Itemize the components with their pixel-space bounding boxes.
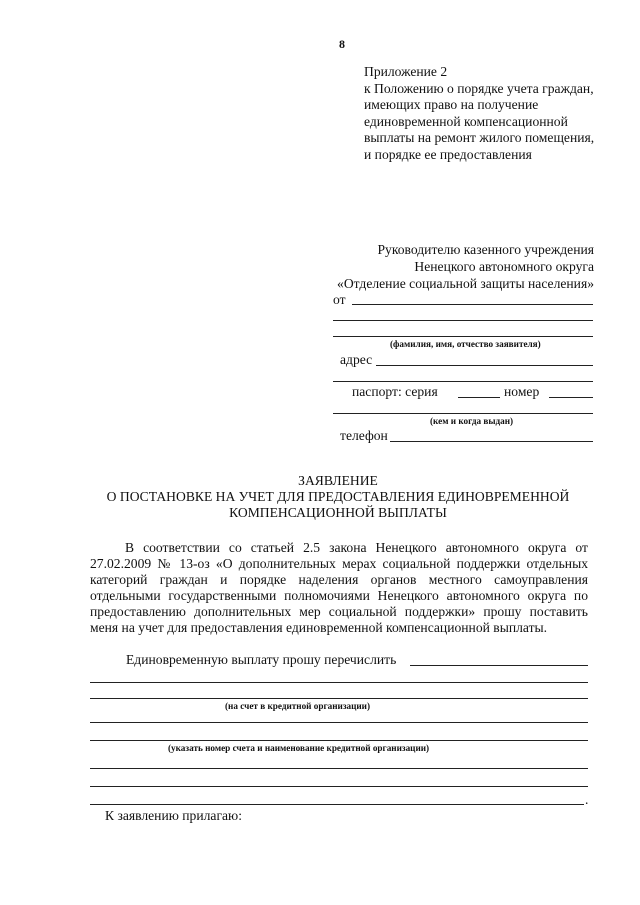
body-paragraph: В соответствии со статьей 2.5 закона Ненецкого автономного округа от 27.02.2009 № 13-оз «О дополнительных мерах социальной поддержки отдельных категорий граждан и порядке наделения органов местного самоуправления отдельными государственными полномочиями Ненецкого автономного округа по предоставлению дополнительных мер социальной поддержки» прошу поставить меня на учет для предоставления единовременной компенсационной выплаты. (90, 540, 588, 636)
transfer-field[interactable] (410, 665, 588, 666)
page-number: 8 (339, 37, 345, 51)
phone-field[interactable] (390, 441, 593, 442)
addressee-line-1: Руководителю казенного учреждения (377, 242, 594, 257)
addressee-line-3: «Отделение социальной защиты населения» (337, 275, 594, 291)
account-caption: (указать номер счета и наименование кредитной организации) (168, 743, 430, 753)
extra-field-line-1[interactable] (90, 768, 588, 769)
from-label: от (333, 292, 346, 307)
phone-label: телефон (340, 428, 388, 443)
from-field-line-3[interactable] (333, 336, 593, 337)
title-line-3: КОМПЕНСАЦИОННОЙ ВЫПЛАТЫ (229, 505, 447, 521)
document-title (90, 473, 586, 522)
address-field[interactable] (376, 365, 593, 366)
extra-field-line-3[interactable] (90, 804, 584, 805)
account-field-line-1[interactable] (90, 722, 588, 723)
address-field-line-2[interactable] (333, 381, 593, 382)
issued-caption: (кем и когда выдан) (430, 416, 514, 426)
transfer-field-line-2[interactable] (90, 682, 588, 683)
extra-field-line-2[interactable] (90, 786, 588, 787)
title-line-2: О ПОСТАНОВКЕ НА УЧЕТ ДЛЯ ПРЕДОСТАВЛЕНИЯ ЕДИНОВРЕМЕННОЙ (106, 489, 570, 505)
transfer-label: Единовременную выплату прошу перечислить (126, 652, 397, 667)
transfer-field-line-3[interactable] (90, 698, 588, 699)
passport-series-field[interactable] (458, 397, 500, 398)
passport-series-label: паспорт: серия (352, 384, 438, 399)
account-field-line-2[interactable] (90, 740, 588, 741)
appendix-text: к Положению о порядке учета граждан, имеющих право на получение единовременной компенсационной выплаты на ремонт жилого помещения, и порядке ее предоставления (364, 80, 595, 162)
passport-number-field[interactable] (549, 397, 593, 398)
addressee-line-2: Ненецкого автономного округа (414, 258, 594, 274)
passport-number-label: номер (504, 384, 540, 399)
passport-issued-field[interactable] (333, 413, 593, 414)
fio-caption: (фамилия, имя, отчество заявителя) (390, 339, 541, 349)
addressee-block (300, 242, 594, 292)
address-label: адрес (340, 352, 373, 367)
bank-caption: (на счет в кредитной организации) (225, 701, 371, 711)
from-field-line-2[interactable] (333, 320, 593, 321)
appendix-block (364, 64, 604, 164)
from-field[interactable] (352, 304, 593, 305)
title-line-1: ЗАЯВЛЕНИЕ (298, 473, 378, 488)
attachments-label: К заявлению прилагаю: (105, 808, 242, 823)
appendix-heading: Приложение 2 (364, 64, 448, 79)
end-mark: . (585, 792, 589, 807)
